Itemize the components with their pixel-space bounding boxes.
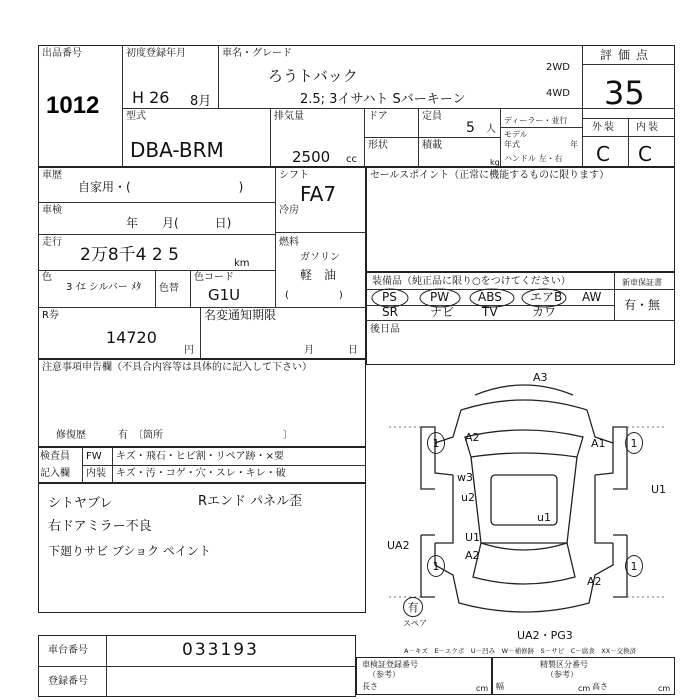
equip-pw: PW [430,290,450,304]
inspector-interior: 内装 [86,468,106,479]
history-value: 自家用・( ) [78,180,244,194]
fuel-other: ( ) [285,290,343,301]
mark-roof: u1 [537,511,551,524]
fuel-light-oil: 軽 油 [300,268,337,282]
equip-ps: PS [382,290,397,304]
warranty-value: 有・無 [624,298,661,312]
sticker-ref-1: （参考） [368,670,400,679]
mark-wheel-rr: 1 [625,555,643,577]
displacement-value: 2500 [292,148,331,166]
mark-wheel-fl: 1 [427,432,445,454]
capacity-value: 5 [466,120,475,136]
warranty-label: 新車保証書 [622,278,662,287]
transfer-month: 月 [304,345,314,356]
car-outline [365,365,683,627]
cc-unit: cc [346,154,357,165]
ac-label: 冷房 [279,205,299,216]
mark-left-side: UA2 [387,539,410,552]
load-label: 積載 [422,140,442,151]
inspector-label-1: 検査員 [40,451,70,462]
model-value: DBA-BRM [130,138,224,162]
color-code-value: G1U [208,286,241,304]
first-reg-era: H 26 [132,88,170,107]
mark-wheel-fr: 1 [625,432,643,454]
legend-text: A－キズ E－エクボ U－凹み W－補修跡 S－サビ C－腐食 XX－交換済 [404,647,637,655]
capacity-unit: 人 [486,124,496,135]
lot-number: 1012 [46,92,100,119]
capacity-label: 定員 [422,111,442,122]
shape-label: 形状 [368,140,388,151]
kg-unit: kg [490,158,500,167]
car-name: ろうトバック [268,67,358,85]
equip-tv: TV [482,305,498,319]
mark-rear-left-u1: U1 [465,531,481,544]
color-value: 3 ｲｴ シルバー ﾒﾀ [66,282,141,293]
equip-leather: カワ [532,305,557,319]
first-reg-label: 初度登録年月 [126,48,186,59]
model-label: 型式 [126,111,146,122]
interior-label: 内装 [636,122,660,133]
mark-front-right: A1 [591,437,606,450]
repair-value: 有 〔箇所 〕 [118,430,293,441]
sticker-cm-1: cm [476,684,489,693]
reg-label: 登録番号 [48,676,88,687]
yen-unit: 円 [184,345,194,356]
shift-value: FA7 [300,182,337,206]
history-label: 車歴 [42,170,62,181]
mileage-label: 走行 [42,237,62,248]
score-label: 評価点 [600,48,655,62]
equipment-label: 装備品（純正品に限り○をつけてください） [372,276,571,287]
lot-label: 出品番号 [42,48,82,59]
sticker-cm-2: cm [578,684,591,693]
note-line-3: 下廻りサビ ブショク ペイント [48,544,211,558]
notes-label: 注意事項申告欄（不具合内容等は具体的に記入して下さい） [42,362,312,373]
mark-right-u1: U1 [651,483,667,496]
fuel-gasoline: ガソリン [300,252,340,263]
exterior-label: 外装 [592,122,616,133]
year-label: 年式 [504,140,520,149]
dealer-label: ディーラー・並行 [504,116,568,125]
shift-label: シフト [279,170,309,181]
color-code-label: 色コード [194,272,234,283]
score-value: 35 [604,74,645,112]
displacement-label: 排気量 [274,111,304,122]
transfer-day: 日 [348,345,358,356]
sticker-ref-2: （参考） [546,670,578,679]
color-change-label: 色替 [159,283,179,294]
equip-airbag: エアB [530,290,563,304]
model-year-label: モデル [504,130,528,139]
handle-label: ハンドル 左・右 [504,154,563,163]
mark-top: A3 [533,371,548,384]
inspector-label-2: 記入欄 [40,468,70,479]
sales-label: セールスポイント（正常に機能するものに限ります） [370,170,610,181]
sticker-height: 高さ [592,682,608,691]
shaken-label: 車検 [42,205,62,216]
sticker-cm-3: cm [658,684,671,693]
car-damage-diagram [365,365,683,642]
grade: 2.5; 3イサハト Sバーキーン [300,92,466,107]
spare-label: スペア [403,619,427,628]
note-line-2: 右ドアミラー不良 [48,519,152,534]
mark-front-left: A2 [465,431,480,444]
mark-rear-right-a2: A2 [587,575,602,588]
chassis-label: 車台番号 [48,645,88,656]
name-grade-label: 車名・グレード [222,48,292,59]
inspector-interior-items: キズ・汚・コゲ・穴・スレ・キレ・破 [116,468,286,479]
inspector-fw: FW [86,451,102,462]
inspector-fw-items: キズ・飛石・ヒビ割・リペア跡・×要 [116,451,284,462]
equipment-circles [366,272,675,322]
sticker-reg-label: 車検証登録番号 [362,660,418,669]
equip-aw: AW [582,290,602,304]
recycle-value: 14720 [106,328,157,347]
mark-wheel-rl: 1 [427,555,445,577]
color-label: 色 [42,272,52,283]
chassis-value: 033193 [182,640,259,660]
drive-4wd: 4WD [546,88,570,99]
equip-abs: ABS [478,290,502,304]
interior-grade: C [638,142,652,166]
after-label: 後日品 [370,324,400,335]
note-line-1: シトヤブレ [48,496,113,511]
drive-2wd: 2WD [546,62,570,73]
note-line-1-right: Rエンド パネル歪 [198,494,303,509]
exterior-grade: C [596,142,610,166]
mark-rear-left-a2: A2 [465,549,480,562]
sticker-length: 長さ [362,682,378,691]
shaken-value: 年 月( 日) [126,216,232,230]
mark-side-w3: w3 [457,471,473,484]
door-label: ドア [368,111,388,122]
mark-spare: 有 [403,597,423,617]
sticker-width: 幅 [496,682,504,691]
precise-label: 精製区分番号 [540,660,588,669]
equip-sr: SR [382,305,398,319]
first-reg-month: 8月 [190,94,212,109]
mark-side-u2: u2 [461,491,475,504]
mark-bottom: UA2・PG3 [517,629,573,642]
transfer-label: 名変通知期限 [204,308,277,322]
recycle-label: R券 [42,310,59,321]
repair-label: 修復歴 [56,430,86,441]
fuel-label: 燃料 [279,237,299,248]
km-unit: km [234,258,250,269]
mileage-value: 2万8千4 2 5 [80,245,179,265]
sales-block [366,167,675,272]
year-unit: 年 [570,140,578,149]
equip-navi: ナビ [430,305,455,319]
